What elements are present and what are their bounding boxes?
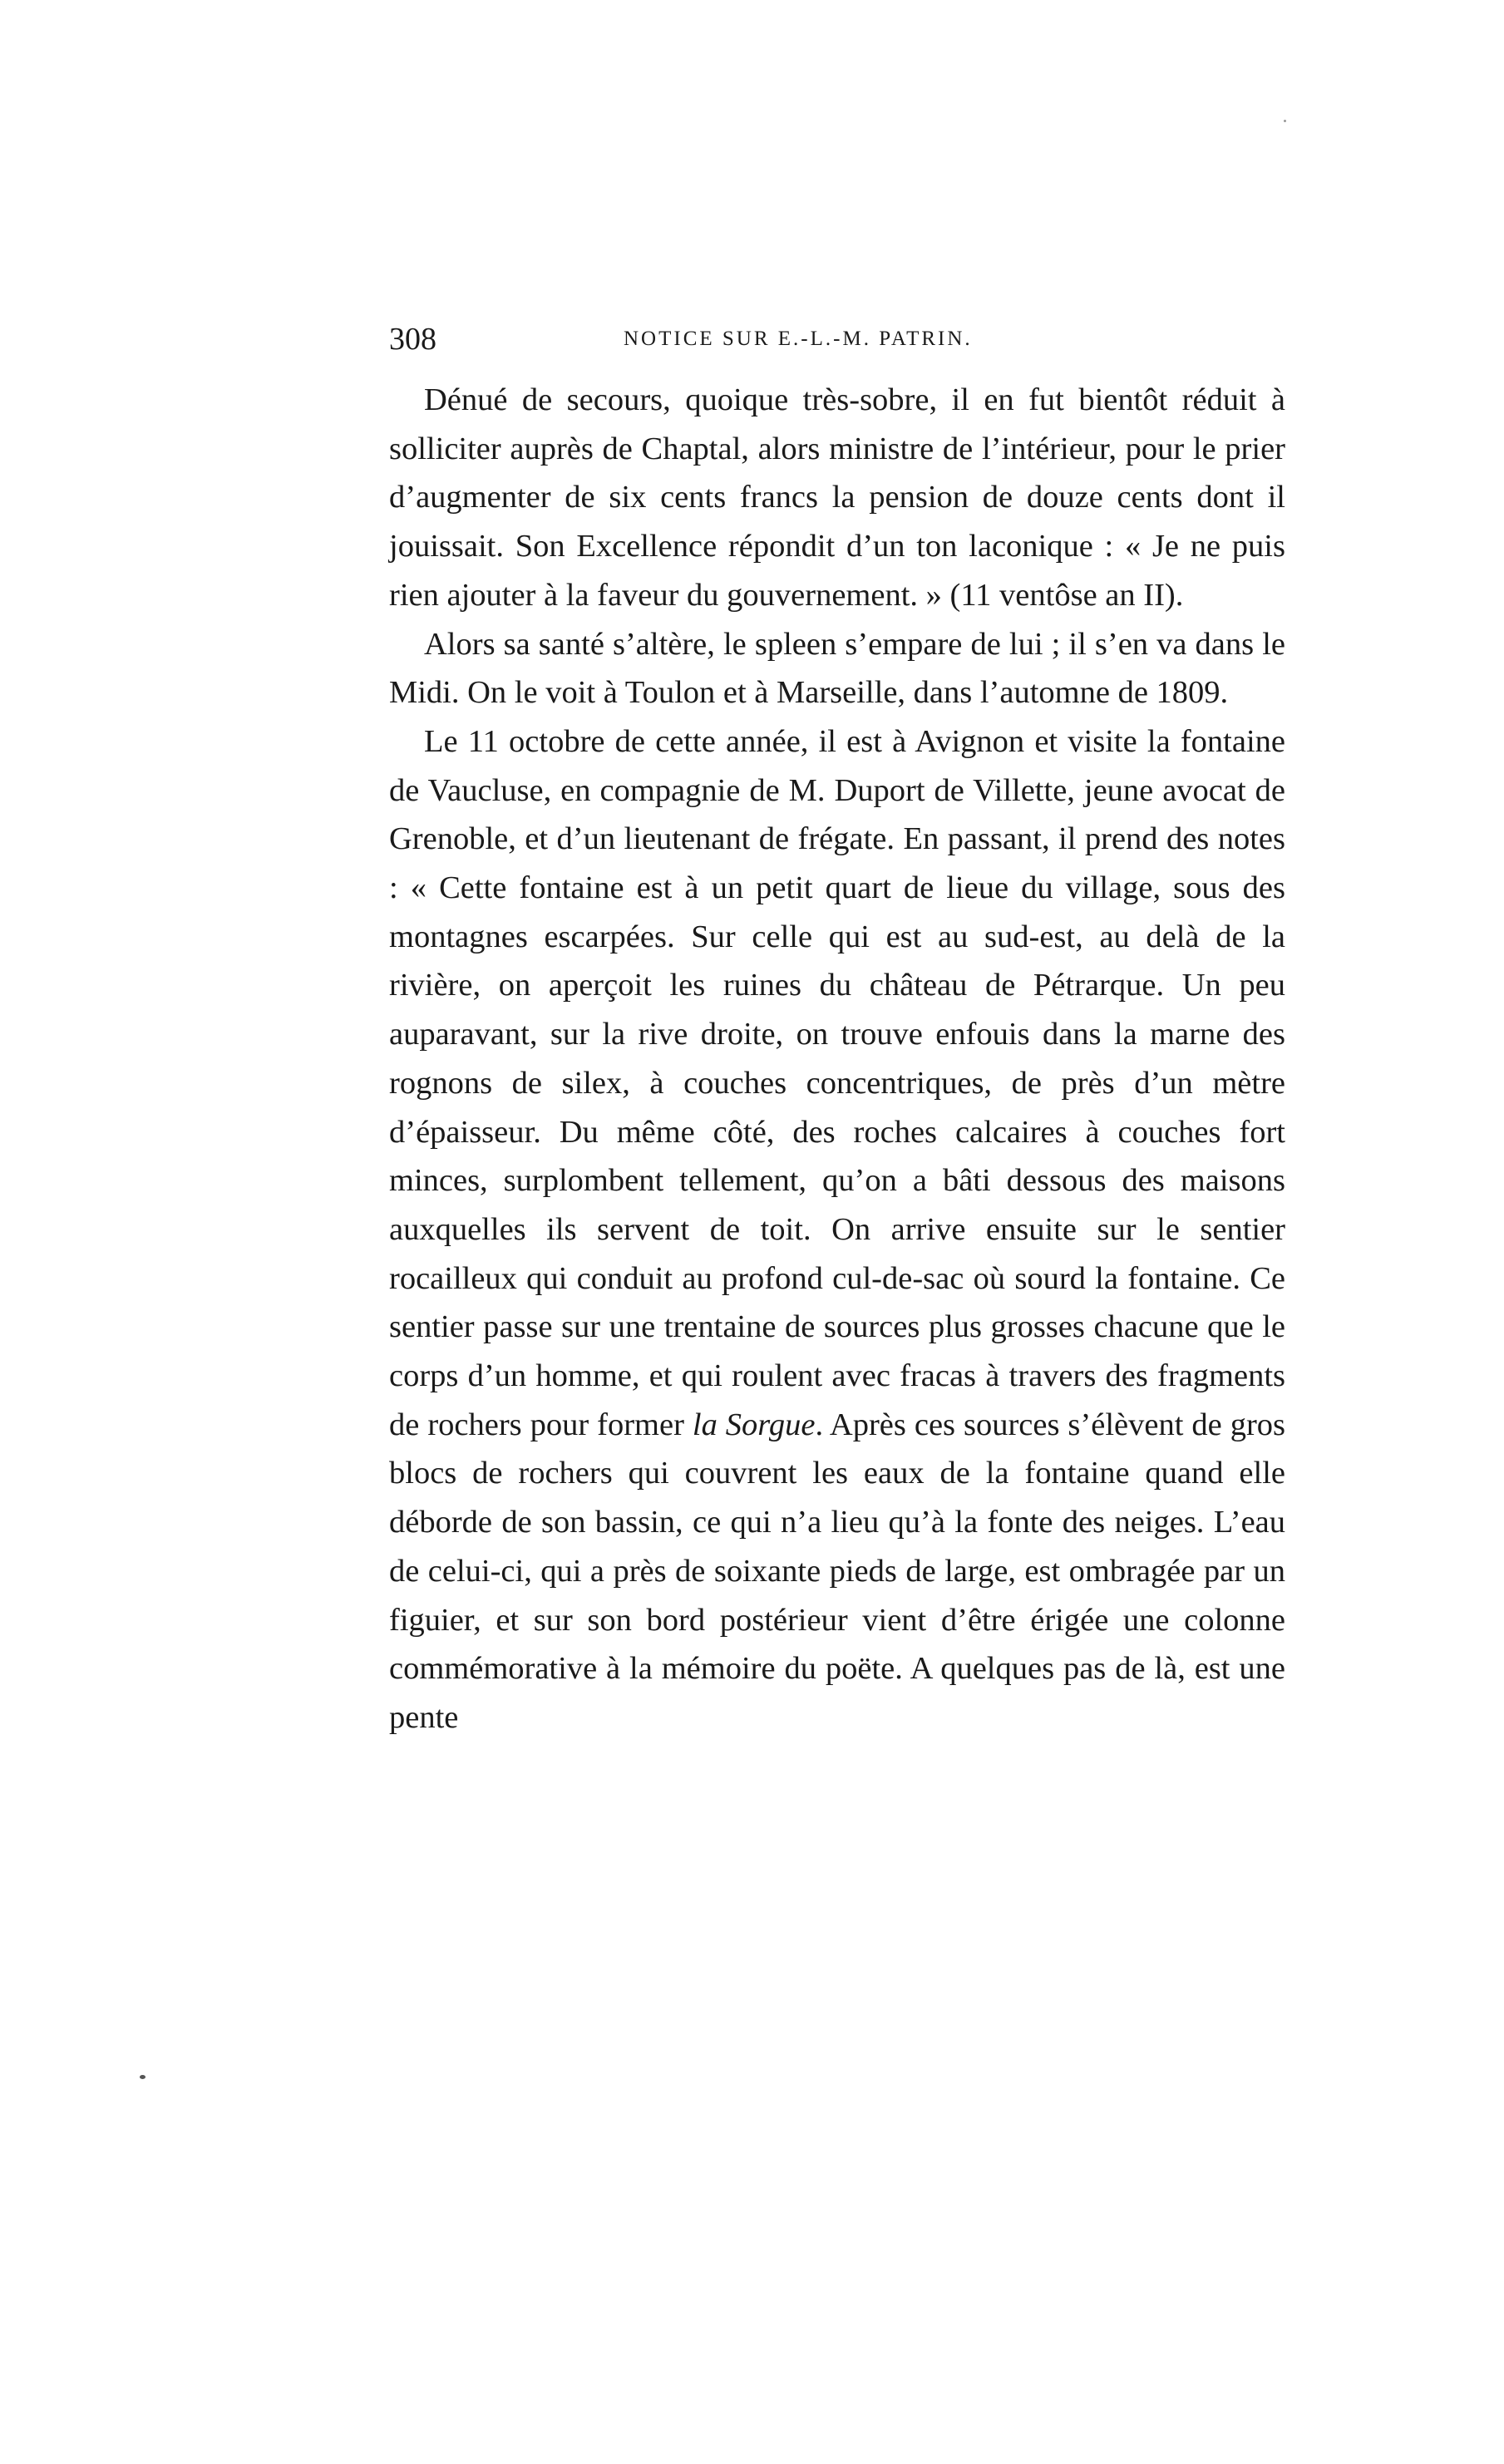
- page-body: [389, 321, 1285, 1742]
- paragraph-3-italic-river-name: la Sorgue: [692, 1407, 816, 1442]
- paragraph-3-text-start: Le 11 octobre de cette année, il est à Avignon et visite la fontaine de Vaucluse, en compagnie de M. Duport de Villette, jeune avocat de Grenoble, et d’un lieutenant de frégate. En passant, il prend des notes : « Cette fontaine est à un petit quart de lieue du village, sous des montagnes escarpées. Sur celle qui est au sud-est, au delà de la rivière, on aperçoit les ruines du château de Pétrarque. Un peu auparavant, sur la rive droite, on trouve enfouis dans la marne des rognons de silex, à couches concentriques, de près d’un mètre d’épaisseur. Du même côté, des roches calcaires à couches fort minces, surplombent tellement, qu’on a bâti dessous des maisons auxquelles ils servent de toit. On arrive ensuite sur le sentier rocailleux qui conduit au profond cul-de-sac où sourd la fontaine. Ce sentier passe sur une trentaine de sources plus grosses chacune que le corps d’un homme, et qui roulent avec fracas à travers des fragments de rochers pour former: [389, 723, 1285, 1442]
- paragraph-3-text-end: . Après ces sources s’élèvent de gros blocs de rochers qui couvrent les eaux de la fontaine quand elle déborde de son bassin, ce qui n’a lieu qu’à la fonte des neiges. L’eau de celui-ci, qui a près de soixante pieds de large, est ombragée par un figuier, et sur son bord postérieur vient d’être érigée une colonne commémorative à la mémoire du poëte. A quelques pas de là, est une pente: [389, 1407, 1285, 1735]
- page-number: 308: [389, 322, 436, 357]
- paragraph-3: [389, 717, 1285, 1742]
- paragraph-1: Dénué de secours, quoique très-sobre, il en fut bientôt réduit à solliciter auprès de Chaptal, alors ministre de l’intérieur, pour le prier d’augmenter de six cents francs la pension de douze cents dont il jouissait. Son Excellence répondit d’un ton laconique : « Je ne puis rien ajouter à la faveur du gouvernement. » (11 ventôse an II).: [389, 382, 1285, 613]
- running-title: NOTICE SUR E.-L.-M. PATRIN.: [624, 328, 973, 350]
- scan-speck: [1284, 120, 1286, 122]
- paragraph-2: Alors sa santé s’altère, le spleen s’empare de lui ; il s’en va dans le Midi. On le voit à Toulon et à Marseille, dans l’automne de 1809.: [389, 626, 1285, 711]
- scan-speck: [140, 2075, 145, 2079]
- running-header: [389, 321, 1285, 364]
